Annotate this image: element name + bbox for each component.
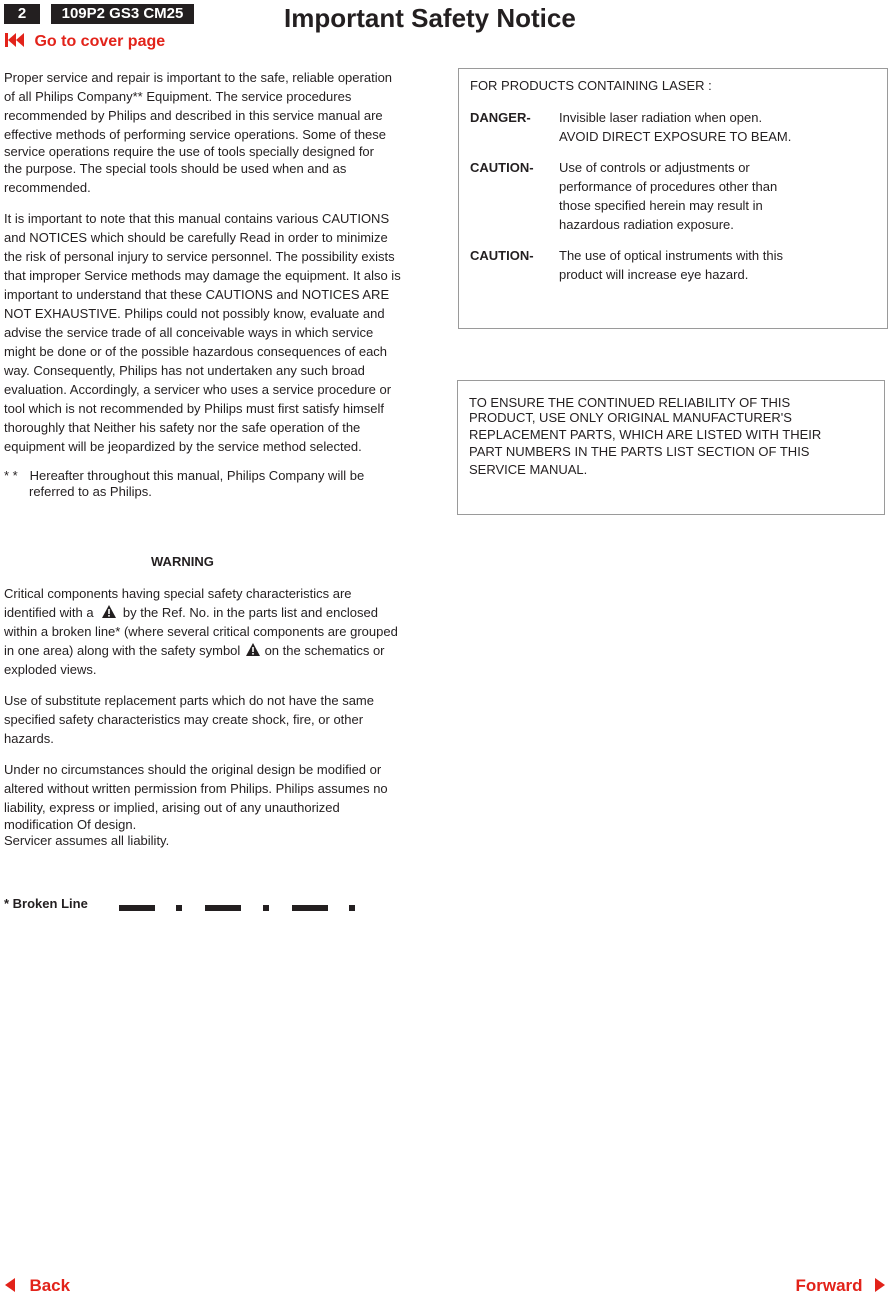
footnote-mark: * * (4, 468, 18, 483)
text-line: PRODUCT, USE ONLY ORIGINAL MANUFACTURER'S (469, 410, 792, 425)
intro-paragraph-1 (4, 68, 434, 197)
text-line: equipment will be jeopardized by the service method selected. (4, 439, 362, 454)
warning-paragraph-1 (4, 584, 434, 679)
caution-label: CAUTION- (470, 248, 534, 263)
footnote-text: Hereafter throughout this manual, Philips Company will be (29, 468, 365, 483)
text-line: recommended by Philips and described in this service manual are (4, 108, 383, 123)
first-page-icon (4, 32, 24, 48)
text-line: NOT EXHAUSTIVE. Philips could not possibly know, evaluate and (4, 306, 385, 321)
footnote-line-1 (4, 468, 434, 484)
caution-label: CAUTION- (470, 160, 534, 175)
text-line: AVOID DIRECT EXPOSURE TO BEAM. (559, 129, 792, 144)
broken-line-label: * Broken Line (4, 896, 88, 911)
text-fragment: by the Ref. No. in the parts list and enclosed (122, 605, 378, 620)
text-line: that improper Service methods may damage the equipment. It also is (4, 268, 401, 283)
footnote-line-2: referred to as Philips. (29, 484, 152, 499)
text-line: of all Philips Company** Equipment. The service procedures (4, 89, 352, 104)
broken-line-dot (176, 905, 182, 911)
text-line: liability, express or implied, arising out of any unauthorized (4, 800, 340, 815)
text-line (4, 641, 434, 660)
text-line: within a broken line* (where several critical components are grouped (4, 624, 398, 639)
page-number-badge: 2 (4, 4, 40, 24)
forward-button[interactable] (795, 1276, 886, 1296)
text-line: Critical components having special safety characteristics are (4, 586, 352, 601)
back-arrow-icon (4, 1277, 16, 1293)
text-line: Servicer assumes all liability. (4, 833, 170, 848)
model-badge: 109P2 GS3 CM25 (51, 4, 194, 24)
text-fragment: identified with a (4, 605, 94, 620)
page-title: Important Safety Notice (284, 3, 576, 33)
go-to-cover-link[interactable] (4, 32, 165, 52)
text-line: tool which is not recommended by Philips must first satisfy himself (4, 401, 385, 416)
text-line: effective methods of performing service operations. Some of these (4, 127, 387, 142)
warning-paragraph-3 (4, 760, 434, 849)
go-to-cover-label: Go to cover page (34, 33, 166, 50)
text-line: specified safety characteristics may create shock, fire, or other (4, 712, 364, 727)
text-line: exploded views. (4, 662, 97, 677)
back-label: Back (29, 1276, 71, 1295)
safety-warning-icon (102, 605, 116, 618)
caution-text (559, 246, 783, 284)
text-line: Invisible laser radiation when open. (559, 110, 763, 125)
broken-line-dash (205, 905, 241, 911)
danger-label: DANGER- (470, 110, 531, 125)
text-line: evaluation. Accordingly, a servicer who uses a service procedure or (4, 382, 392, 397)
text-line (4, 603, 434, 622)
safety-warning-icon (246, 643, 260, 656)
text-line: TO ENSURE THE CONTINUED RELIABILITY OF THIS (469, 395, 791, 410)
text-fragment: on the schematics or (264, 643, 385, 658)
text-line: recommended. (4, 180, 91, 195)
text-line: way. Consequently, Philips has not undertaken any such broad (4, 363, 365, 378)
replacement-parts-box (457, 380, 885, 515)
text-line: those specified herein may result in (559, 198, 763, 213)
text-line: thoroughly that Neither his safety nor the safe operation of the (4, 420, 361, 435)
text-line: hazardous radiation exposure. (559, 217, 734, 232)
laser-heading: FOR PRODUCTS CONTAINING LASER : (470, 78, 712, 93)
text-line: The use of optical instruments with this (559, 248, 783, 263)
text-line: the purpose. The special tools should be used when and as (4, 161, 347, 176)
warning-paragraph-2 (4, 691, 434, 748)
text-line: advise the service trade of all conceivable ways in which service (4, 325, 374, 340)
text-line: product will increase eye hazard. (559, 267, 749, 282)
footnote (4, 468, 434, 500)
text-line: PART NUMBERS IN THE PARTS LIST SECTION OF THIS (469, 444, 810, 459)
text-line: It is important to note that this manual contains various CAUTIONS (4, 211, 390, 226)
warning-heading: WARNING (151, 554, 214, 569)
text-line: performance of procedures other than (559, 179, 778, 194)
danger-text (559, 108, 791, 146)
forward-label: Forward (795, 1276, 863, 1295)
back-button[interactable] (4, 1276, 70, 1296)
broken-line-dot (349, 905, 355, 911)
broken-line-dash (119, 905, 155, 911)
text-line: might be done or of the possible hazardous consequences of each (4, 344, 388, 359)
text-line: Use of substitute replacement parts which do not have the same (4, 693, 374, 708)
text-line: Use of controls or adjustments or (559, 160, 750, 175)
text-line: Under no circumstances should the original design be modified or (4, 762, 382, 777)
text-line: Proper service and repair is important to the safe, reliable operation (4, 70, 393, 85)
broken-line-dot (263, 905, 269, 911)
laser-notice-box (458, 68, 888, 329)
text-line: SERVICE MANUAL. (469, 462, 588, 477)
caution-text (559, 158, 777, 234)
text-line: service operations require the use of tools specially designed for (4, 144, 374, 159)
intro-paragraph-2 (4, 209, 434, 456)
forward-arrow-icon (874, 1277, 886, 1293)
text-line: important to understand that these CAUTIONS and NOTICES ARE (4, 287, 390, 302)
text-line: and NOTICES which should be carefully Read in order to minimize (4, 230, 388, 245)
parts-notice-text (469, 395, 821, 480)
text-line: REPLACEMENT PARTS, WHICH ARE LISTED WITH THEIR (469, 427, 822, 442)
text-line: hazards. (4, 731, 54, 746)
broken-line-dash (292, 905, 328, 911)
text-line: the risk of personal injury to service personnel. The possibility exists (4, 249, 395, 264)
text-fragment: in one area) along with the safety symbol (4, 643, 241, 658)
text-line: modification Of design. (4, 817, 137, 832)
text-line: altered without written permission from Philips. Philips assumes no (4, 781, 388, 796)
